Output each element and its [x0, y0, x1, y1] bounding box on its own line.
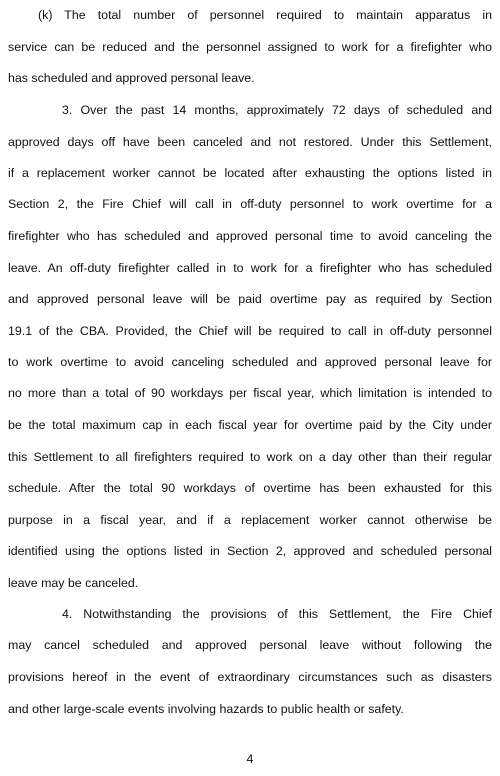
- paragraph-3-line-11: be the total maximum cap in each fiscal year for overtime paid by the City under: [8, 418, 492, 432]
- paragraph-3-line-16: leave may be canceled.: [8, 576, 139, 590]
- paragraph-3-line-1: 3. Over the past 14 months, approximately 72 days of scheduled and: [62, 103, 492, 117]
- page-number: 4: [246, 752, 254, 766]
- paragraph-k-line-3: has scheduled and approved personal leave.: [8, 71, 255, 85]
- paragraph-3-line-9: to work overtime to avoid canceling scheduled and approved personal leave for: [8, 355, 492, 369]
- paragraph-3-line-3: if a replacement worker cannot be located after exhausting the options listed in: [8, 166, 492, 180]
- paragraph-k-line-1: (k) The total number of personnel required to maintain apparatus in: [38, 8, 492, 22]
- paragraph-3-line-7: and approved personal leave will be paid overtime pay as required by Section: [8, 292, 492, 306]
- paragraph-4-line-2: may cancel scheduled and approved personal leave without following the: [8, 638, 492, 652]
- paragraph-4-line-4: and other large-scale events involving hazards to public health or safety.: [8, 702, 404, 716]
- paragraph-3-line-2: approved days off have been canceled and not restored. Under this Settlement,: [8, 135, 492, 149]
- paragraph-4-line-3: provisions hereof in the event of extraordinary circumstances such as disasters: [8, 670, 492, 684]
- paragraph-3-line-12: this Settlement to all firefighters required to work on a day other than their regular: [8, 450, 492, 464]
- paragraph-3-line-10: no more than a total of 90 workdays per fiscal year, which limitation is intended to: [8, 386, 492, 400]
- paragraph-3-line-4: Section 2, the Fire Chief will call in off-duty personnel to work overtime for a: [8, 197, 492, 211]
- paragraph-3-line-8: 19.1 of the CBA. Provided, the Chief will be required to call in off-duty personnel: [8, 324, 492, 338]
- paragraph-4-line-1: 4. Notwithstanding the provisions of this Settlement, the Fire Chief: [62, 607, 492, 621]
- paragraph-3-line-6: leave. An off-duty firefighter called in to work for a firefighter who has scheduled: [8, 261, 492, 275]
- paragraph-k-line-2: service can be reduced and the personnel assigned to work for a firefighter who: [8, 40, 492, 54]
- paragraph-3-line-15: identified using the options listed in Section 2, approved and scheduled personal: [8, 544, 492, 558]
- paragraph-3-line-14: purpose in a fiscal year, and if a replacement worker cannot otherwise be: [8, 513, 492, 527]
- paragraph-3-line-5: firefighter who has scheduled and approved personal time to avoid canceling the: [8, 229, 492, 243]
- paragraph-3-line-13: schedule. After the total 90 workdays of overtime has been exhausted for this: [8, 481, 492, 495]
